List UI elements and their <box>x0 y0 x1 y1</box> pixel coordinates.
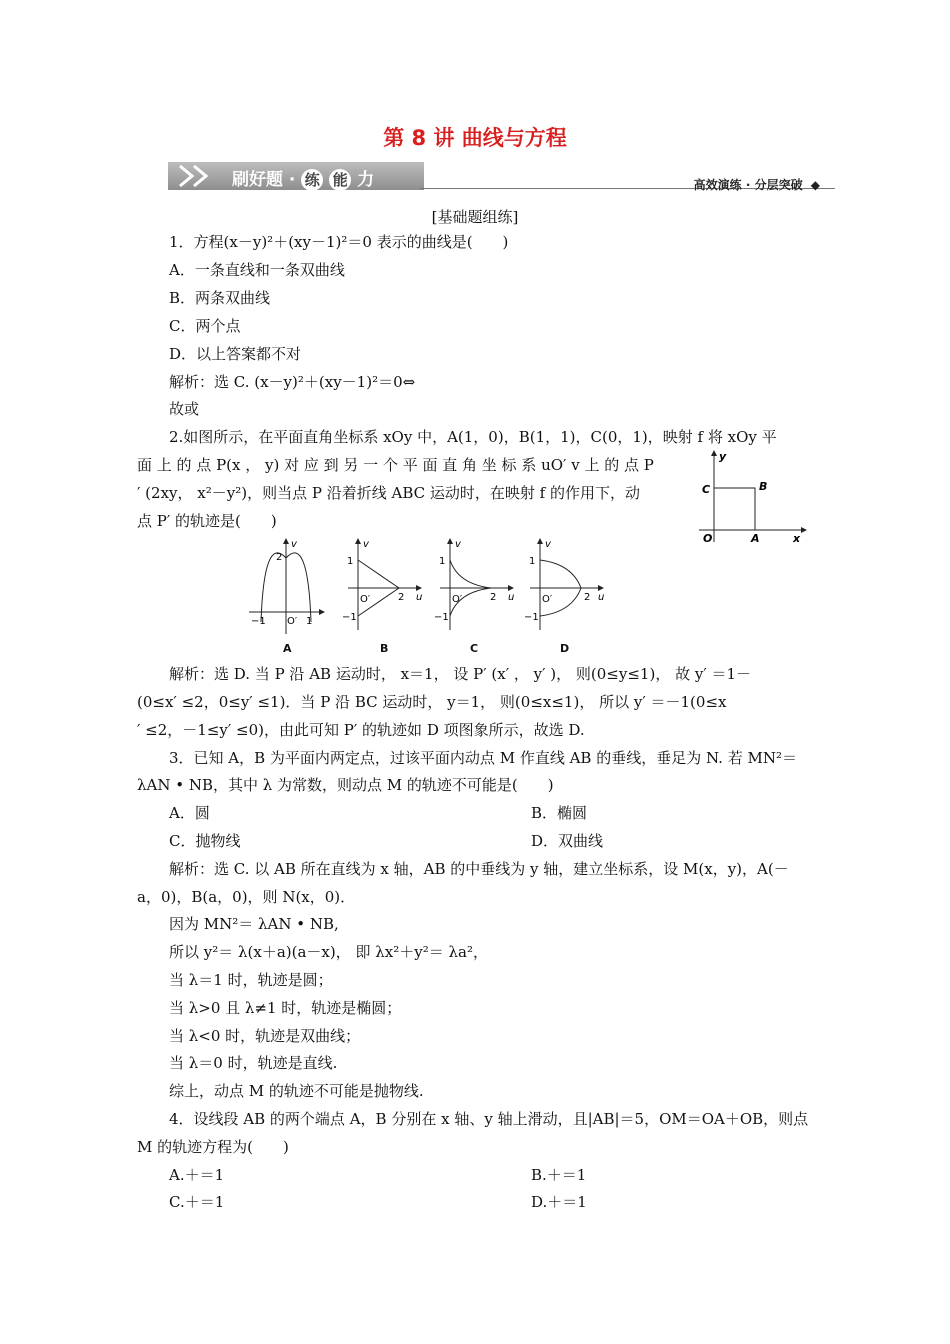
q3-analysis-4: 所以 y²＝ λ(x＋a)(a－x)， 即 λx²＋y²＝ λa²， <box>169 943 488 961</box>
q3-analysis-9: 综上，动点 M 的轨迹不可能是抛物线. <box>169 1082 424 1100</box>
q4-option-c: C.＋＝1 <box>169 1193 225 1211</box>
option-d-v: v <box>545 539 551 550</box>
banner-tagline <box>694 176 820 193</box>
q3-analysis-1: 解析：选 C. 以 AB 所在直线为 x 轴，AB 的中垂线为 y 轴，建立坐标系，设 M(x，y)，A(－ <box>169 860 789 878</box>
fig-a-label: A <box>751 532 760 545</box>
q1-option-d: D．以上答案都不对 <box>169 345 302 363</box>
q2-stem-4: 点 P′ 的轨迹是( ) <box>137 512 277 530</box>
option-d-two: 2 <box>584 592 591 603</box>
q4-option-b: B.＋＝1 <box>531 1166 587 1184</box>
option-b-caption: B <box>380 642 389 655</box>
option-b-origin: O′ <box>360 594 371 605</box>
option-b-top: 1 <box>347 556 354 567</box>
option-d-caption: D <box>560 642 570 655</box>
q3-option-d: D．双曲线 <box>531 832 604 850</box>
option-b-u: u <box>416 592 423 603</box>
option-c-u: u <box>508 592 515 603</box>
option-c-bottom: −1 <box>434 612 449 623</box>
q2-stem-3: ′ (2xy， x²－y²)，则当点 P 沿着折线 ABC 运动时，在映射 f 的作用下，动 <box>137 484 640 502</box>
fig-y-label: y <box>719 450 727 463</box>
option-d-u: u <box>598 592 605 603</box>
option-c-two: 2 <box>490 592 497 603</box>
q2-stem-1: 2.如图所示，在平面直角坐标系 xOy 中，A(1，0)，B(1，1)，C(0，1)，映射 f 将 xOy 平 <box>169 428 777 446</box>
fig-b-label: B <box>759 480 768 493</box>
fig-c-label: C <box>702 483 711 496</box>
option-c-top: 1 <box>439 556 446 567</box>
option-a-origin: O′ <box>287 616 298 627</box>
q1-option-b: B．两条双曲线 <box>169 289 271 307</box>
option-a-left: −1 <box>251 616 266 627</box>
coordinate-figure <box>695 450 810 545</box>
q3-option-c: C．抛物线 <box>169 832 241 850</box>
option-c-v: v <box>455 539 461 550</box>
q3-stem-1: 3．已知 A，B 为平面内两定点，过该平面内动点 M 作直线 AB 的垂线，垂足为 N. 若 MN²＝ <box>169 749 797 767</box>
q3-analysis-3: 因为 MN²＝ λAN • NB, <box>169 915 339 933</box>
fig-x-label: x <box>793 532 801 545</box>
q1-option-a: A．一条直线和一条双曲线 <box>169 261 345 279</box>
q1-option-c: C．两个点 <box>169 317 241 335</box>
option-a-right: 1 <box>306 616 313 627</box>
double-chevron-icon <box>172 164 222 188</box>
q3-analysis-8: 当 λ＝0 时，轨迹是直线. <box>169 1054 338 1072</box>
q4-option-a: A.＋＝1 <box>169 1166 225 1184</box>
option-c-origin: O′ <box>452 594 463 605</box>
q2-analysis-2: (0≤x′ ≤2，0≤y′ ≤1)．当 P 沿 BC 运动时， y＝1， 则(0≤x≤1)， 所以 y′ ＝－1(0≤x <box>137 693 727 711</box>
q4-stem-2: M 的轨迹方程为( ) <box>137 1138 289 1156</box>
diamond-icon: ◆ <box>810 178 820 192</box>
banner-char-3: 力 <box>357 170 375 190</box>
q2-analysis-1: 解析：选 D. 当 P 沿 AB 运动时， x＝1， 设 P′ (x′ ， y′ )， 则(0≤y≤1)， 故 y′ ＝1－ <box>169 665 752 683</box>
option-b-graph <box>340 538 426 638</box>
q3-analysis-7: 当 λ<0 时，轨迹是双曲线； <box>169 1027 361 1045</box>
option-d-bottom: −1 <box>524 612 539 623</box>
option-d-origin: O′ <box>542 594 553 605</box>
option-a-caption: A <box>283 642 292 655</box>
section-title: [基础题组练] <box>431 208 519 226</box>
banner-char-2: 能 <box>329 169 351 191</box>
banner-char-1: 练 <box>301 169 323 191</box>
q2-analysis-3: ′ ≤2，－1≤y′ ≤0)，由此可知 P′ 的轨迹如 D 项图象所示，故选 D. <box>137 721 585 739</box>
option-b-v: v <box>363 539 369 550</box>
q3-analysis-6: 当 λ>0 且 λ≠1 时，轨迹是椭圆； <box>169 999 402 1017</box>
q3-option-a: A．圆 <box>169 804 210 822</box>
q3-stem-2: λAN • NB，其中 λ 为常数，则动点 M 的轨迹不可能是( ) <box>137 776 554 794</box>
page-title: 第 8 讲 曲线与方程 <box>383 126 567 150</box>
option-b-two: 2 <box>398 592 405 603</box>
option-d-graph <box>522 538 608 638</box>
q4-option-d: D.＋＝1 <box>531 1193 587 1211</box>
option-a-top: 2 <box>276 552 283 563</box>
q1-analysis: 解析：选 C. (x－y)²＋(xy－1)²＝0⇔ <box>169 373 416 391</box>
fig-o-label: O <box>703 532 713 545</box>
banner-tagline-text: 高效演练 · 分层突破 <box>693 178 803 192</box>
option-d-top: 1 <box>529 556 536 567</box>
q1-analysis-2: 故或 <box>169 400 200 418</box>
option-a-v: v <box>291 539 297 550</box>
option-c-caption: C <box>470 642 479 655</box>
q4-stem-1: 4．设线段 AB 的两个端点 A，B 分别在 x 轴、y 轴上滑动，且|AB|＝5，OM＝OA＋OB，则点 <box>169 1110 809 1128</box>
option-c-graph <box>432 538 518 638</box>
option-a-graph <box>245 538 327 638</box>
q3-analysis-5: 当 λ＝1 时，轨迹是圆； <box>169 971 333 989</box>
q2-stem-2: 面 上 的 点 P(x ， y) 对 应 到 另 一 个 平 面 直 角 坐 标 系 uO′ v 上 的 点 P <box>137 456 654 474</box>
q3-option-b: B．椭圆 <box>531 804 588 822</box>
banner-left-text: 刷好题 <box>232 170 283 190</box>
q3-analysis-2: a，0)，B(a，0)，则 N(x，0)． <box>137 888 356 906</box>
option-b-bottom: −1 <box>342 612 357 623</box>
q1-stem: 1．方程(x－y)²＋(xy－1)²＝0 表示的曲线是( ) <box>169 233 509 251</box>
banner-dot: · <box>288 170 296 190</box>
banner-text <box>232 165 374 191</box>
